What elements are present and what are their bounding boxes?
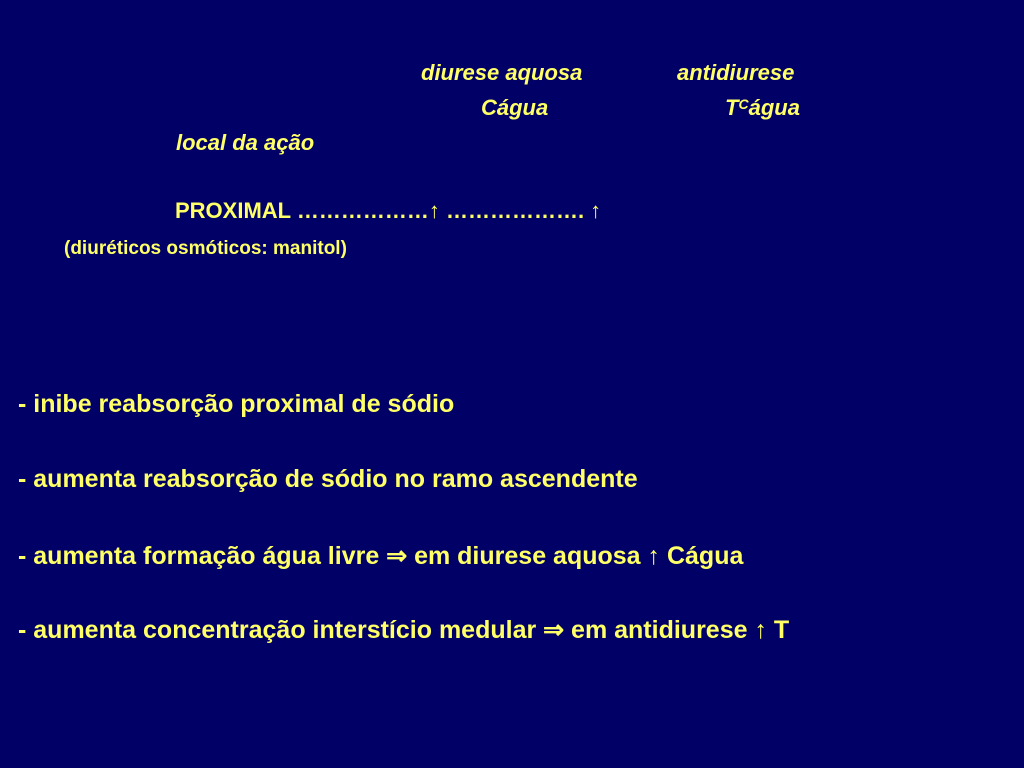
- tc-superscript: C: [738, 96, 749, 112]
- implies-arrow-icon: ⇒: [543, 616, 565, 644]
- row-label-local-da-acao: local da ação: [176, 130, 315, 155]
- bullet-item: - inibe reabsorção proximal de sódio: [18, 390, 455, 418]
- column-subheader-tcagua: [725, 95, 800, 121]
- bullet-text-pre: - aumenta concentração interstício medular: [18, 616, 544, 644]
- arrow-up-icon: ↑: [428, 198, 440, 223]
- bullet-item: - aumenta reabsorção de sódio no ramo ascendente: [18, 465, 638, 493]
- column-header-diurese-aquosa: diurese aquosa: [421, 60, 583, 85]
- tc-prefix: T: [725, 95, 739, 120]
- implies-arrow-icon: ⇒: [386, 542, 408, 570]
- column-subheader-cagua: Cágua: [481, 95, 549, 120]
- bullet-text-mid: em diurese aquosa: [407, 542, 648, 570]
- proximal-row: [175, 198, 601, 224]
- tc-suffix: água: [748, 95, 800, 120]
- bullet-item: [18, 615, 789, 645]
- arrow-up-icon: ↑: [590, 198, 602, 223]
- proximal-label: PROXIMAL ………………: [175, 198, 429, 223]
- bullet-text-mid: em antidiurese: [564, 616, 755, 644]
- bullet-text-pre: - aumenta formação água livre: [18, 542, 387, 570]
- proximal-note: (diuréticos osmóticos: manitol): [64, 238, 347, 259]
- bullet-item: [18, 541, 743, 571]
- column-header-antidiurese: antidiurese: [677, 60, 795, 85]
- proximal-dots: ……………….: [439, 198, 591, 223]
- arrow-up-icon: ↑: [754, 616, 767, 644]
- bullet-text-post: Cágua: [660, 542, 744, 570]
- bullet-text-post: T: [766, 616, 790, 644]
- arrow-up-icon: ↑: [647, 542, 661, 570]
